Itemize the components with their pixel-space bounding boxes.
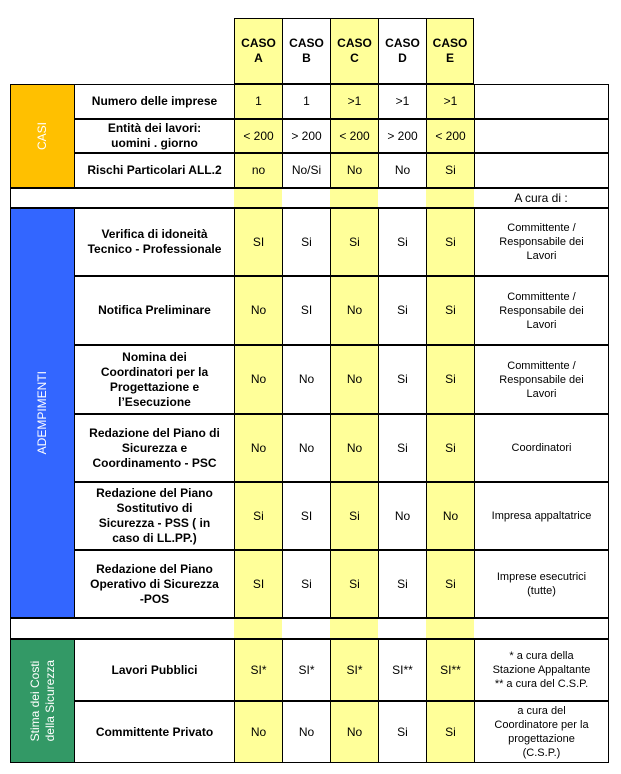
case-value: SI bbox=[300, 508, 313, 523]
case-a-value bbox=[234, 208, 282, 276]
case-e-value bbox=[426, 153, 474, 188]
responsible-text: Committente / Responsabile dei Lavori bbox=[499, 222, 584, 262]
section-casi-label: CASI bbox=[35, 121, 49, 150]
case-a-value bbox=[234, 414, 282, 482]
case-c-value bbox=[330, 276, 378, 345]
case-e-value bbox=[426, 84, 474, 119]
case-value: No bbox=[250, 440, 267, 455]
responsible-header-label: A cura di : bbox=[514, 190, 568, 205]
case-a-value bbox=[234, 119, 282, 153]
case-value: No/Si bbox=[291, 163, 322, 177]
responsible-cell bbox=[474, 701, 609, 763]
case-value: SI* bbox=[346, 662, 363, 677]
section-adempimenti-label: ADEMPIMENTI bbox=[35, 371, 49, 455]
case-value: Si bbox=[301, 576, 312, 591]
responsible-cell bbox=[474, 482, 609, 550]
row-label-0 bbox=[74, 84, 234, 119]
case-value: No bbox=[346, 724, 363, 739]
responsible-text: Committente / Responsabile dei Lavori bbox=[499, 290, 584, 331]
row-label-3 bbox=[74, 208, 234, 276]
case-e-value bbox=[426, 701, 474, 763]
row-label-text: Numero delle imprese bbox=[91, 94, 218, 108]
responsible-cell bbox=[474, 345, 609, 414]
case-e-value bbox=[426, 345, 474, 414]
case-value: Si bbox=[445, 303, 456, 317]
responsible-text: * a cura della Stazione Appaltante ** a cura del C.S.P. bbox=[492, 650, 591, 690]
section-casi-label-wrap bbox=[11, 85, 74, 187]
case-c-value bbox=[330, 119, 378, 153]
case-value: No bbox=[250, 372, 267, 386]
case-value: No bbox=[298, 440, 315, 455]
case-value: Si bbox=[445, 372, 456, 386]
case-a-value bbox=[234, 550, 282, 618]
responsible-cell bbox=[474, 208, 609, 276]
responsible-cell bbox=[474, 119, 609, 153]
case-value: No bbox=[394, 508, 411, 523]
responsible-text: Committente / Responsabile dei Lavori bbox=[499, 359, 584, 400]
case-value: Si bbox=[445, 576, 456, 591]
case-value: SI* bbox=[298, 662, 315, 677]
case-value: No bbox=[346, 303, 363, 317]
case-value: Si bbox=[349, 234, 360, 249]
row-label-text: Redazione del Piano Sostitutivo di Sicurezza - PSS ( in caso di LL.PP.) bbox=[96, 486, 213, 545]
row-label-text: Committente Privato bbox=[95, 724, 214, 739]
case-value: Si bbox=[397, 724, 408, 739]
case-value: >1 bbox=[347, 94, 362, 108]
case-b-value bbox=[282, 701, 330, 763]
case-b-value bbox=[282, 153, 330, 188]
case-b-value bbox=[282, 550, 330, 618]
separator-row-case-0-2 bbox=[330, 188, 378, 208]
separator-row-case-1-0 bbox=[234, 618, 282, 639]
case-header-d bbox=[378, 18, 426, 84]
case-b-value bbox=[282, 276, 330, 345]
case-value: Si bbox=[253, 508, 264, 523]
row-label-text: Rischi Particolari ALL.2 bbox=[87, 163, 222, 177]
case-d-value bbox=[378, 276, 426, 345]
case-value: Si bbox=[397, 372, 408, 386]
case-e-value bbox=[426, 550, 474, 618]
separator-row-case-1-3 bbox=[378, 618, 426, 639]
responsible-cell bbox=[474, 639, 609, 701]
case-value: Si bbox=[445, 724, 456, 739]
case-d-value bbox=[378, 414, 426, 482]
case-value: No bbox=[298, 372, 315, 386]
section-adempimenti-label-wrap bbox=[11, 209, 74, 617]
responsible-text: Imprese esecutrici (tutte) bbox=[496, 571, 587, 597]
section-adempimenti bbox=[10, 208, 74, 618]
responsible-cell bbox=[474, 276, 609, 345]
case-value: No bbox=[250, 724, 267, 739]
case-e-value bbox=[426, 482, 474, 550]
case-header-b bbox=[282, 18, 330, 84]
case-a-value bbox=[234, 639, 282, 701]
case-header-label: CASO E bbox=[432, 36, 468, 65]
row-label-text: Nomina dei Coordinatori per la Progettazione e l’Esecuzione bbox=[100, 349, 209, 409]
row-label-9 bbox=[74, 639, 234, 701]
case-e-value bbox=[426, 208, 474, 276]
case-d-value bbox=[378, 153, 426, 188]
case-header-label: CASO A bbox=[241, 36, 276, 65]
case-value: SI bbox=[252, 234, 265, 249]
case-d-value bbox=[378, 482, 426, 550]
row-label-7 bbox=[74, 482, 234, 550]
case-value: > 200 bbox=[387, 128, 418, 143]
row-label-text: Redazione del Piano Operativo di Sicurezza -POS bbox=[90, 561, 219, 606]
case-value: SI** bbox=[392, 662, 413, 677]
case-value: >1 bbox=[395, 94, 410, 108]
case-b-value bbox=[282, 414, 330, 482]
case-c-value bbox=[330, 701, 378, 763]
case-e-value bbox=[426, 639, 474, 701]
responsible-cell bbox=[474, 84, 609, 119]
responsible-cell bbox=[474, 414, 609, 482]
section-stima-label: Stima dei Costi della Sicurezza bbox=[27, 660, 57, 742]
responsible-text: a cura del Coordinatore per la progettazione (C.S.P.) bbox=[494, 705, 589, 759]
case-value: Si bbox=[397, 440, 408, 455]
responsible-text: Coordinatori bbox=[511, 442, 572, 454]
case-header-label: CASO D bbox=[385, 36, 420, 65]
case-b-value bbox=[282, 84, 330, 119]
case-value: No bbox=[394, 163, 411, 177]
case-value: SI** bbox=[440, 662, 461, 677]
case-d-value bbox=[378, 550, 426, 618]
case-value: 1 bbox=[255, 94, 262, 108]
section-stima bbox=[10, 639, 74, 763]
separator-row-case-0-4 bbox=[426, 188, 474, 208]
case-value: > 200 bbox=[291, 128, 322, 143]
case-b-value bbox=[282, 482, 330, 550]
case-value: SI bbox=[300, 303, 313, 317]
case-value: Si bbox=[397, 303, 408, 317]
case-value: < 200 bbox=[339, 128, 370, 143]
case-d-value bbox=[378, 119, 426, 153]
case-value: No bbox=[346, 163, 363, 177]
row-label-10 bbox=[74, 701, 234, 763]
row-label-1 bbox=[74, 119, 234, 153]
responsible-cell bbox=[474, 153, 609, 188]
case-a-value bbox=[234, 345, 282, 414]
case-e-value bbox=[426, 276, 474, 345]
case-value: < 200 bbox=[435, 128, 466, 143]
case-value: Si bbox=[445, 234, 456, 249]
separator-row-left-1 bbox=[10, 618, 234, 639]
case-value: >1 bbox=[443, 94, 458, 108]
row-label-5 bbox=[74, 345, 234, 414]
case-d-value bbox=[378, 345, 426, 414]
case-c-value bbox=[330, 153, 378, 188]
row-label-text: Redazione del Piano di Sicurezza e Coordinamento - PSC bbox=[89, 425, 220, 470]
row-label-text: Notifica Preliminare bbox=[98, 303, 211, 317]
case-value: Si bbox=[397, 234, 408, 249]
row-label-8 bbox=[74, 550, 234, 618]
case-a-value bbox=[234, 701, 282, 763]
case-b-value bbox=[282, 208, 330, 276]
case-c-value bbox=[330, 639, 378, 701]
case-d-value bbox=[378, 208, 426, 276]
case-value: Si bbox=[349, 508, 360, 523]
case-value: < 200 bbox=[243, 128, 274, 143]
responsible-cell bbox=[474, 550, 609, 618]
case-a-value bbox=[234, 482, 282, 550]
row-label-text: Verifica di idoneità Tecnico - Professionale bbox=[87, 227, 222, 256]
case-a-value bbox=[234, 84, 282, 119]
separator-row-case-0-0 bbox=[234, 188, 282, 208]
row-label-4 bbox=[74, 276, 234, 345]
case-value: Si bbox=[445, 163, 456, 177]
case-c-value bbox=[330, 482, 378, 550]
case-value: SI bbox=[252, 576, 265, 591]
case-value: Si bbox=[445, 440, 456, 455]
case-header-label: CASO B bbox=[289, 36, 324, 65]
case-value: Si bbox=[301, 234, 312, 249]
case-b-value bbox=[282, 639, 330, 701]
case-value: No bbox=[346, 440, 363, 455]
case-b-value bbox=[282, 119, 330, 153]
row-label-2 bbox=[74, 153, 234, 188]
case-e-value bbox=[426, 119, 474, 153]
case-c-value bbox=[330, 208, 378, 276]
separator-row-left-0 bbox=[10, 188, 234, 208]
case-d-value bbox=[378, 701, 426, 763]
case-value: SI* bbox=[250, 662, 267, 677]
case-value: No bbox=[250, 303, 267, 317]
separator-row-case-0-3 bbox=[378, 188, 426, 208]
case-a-value bbox=[234, 153, 282, 188]
case-value: No bbox=[298, 724, 315, 739]
case-value: No bbox=[442, 508, 459, 523]
case-c-value bbox=[330, 84, 378, 119]
separator-row-case-0-1 bbox=[282, 188, 330, 208]
row-label-6 bbox=[74, 414, 234, 482]
case-value: 1 bbox=[303, 94, 310, 108]
responsible-header bbox=[474, 188, 609, 208]
case-value: No bbox=[346, 372, 363, 386]
case-c-value bbox=[330, 414, 378, 482]
case-b-value bbox=[282, 345, 330, 414]
separator-row-case-1-1 bbox=[282, 618, 330, 639]
separator-row-right-1 bbox=[474, 618, 609, 639]
separator-row-case-1-4 bbox=[426, 618, 474, 639]
case-c-value bbox=[330, 345, 378, 414]
section-casi bbox=[10, 84, 74, 188]
case-value: Si bbox=[349, 576, 360, 591]
case-header-label: CASO C bbox=[337, 36, 372, 65]
row-label-text: Lavori Pubblici bbox=[111, 662, 198, 677]
case-a-value bbox=[234, 276, 282, 345]
row-label-text: Entità dei lavori: uomini . giorno bbox=[107, 121, 202, 150]
responsible-text: Impresa appaltatrice bbox=[491, 510, 592, 522]
case-d-value bbox=[378, 84, 426, 119]
case-c-value bbox=[330, 550, 378, 618]
case-header-c bbox=[330, 18, 378, 84]
separator-row-case-1-2 bbox=[330, 618, 378, 639]
case-header-e bbox=[426, 18, 474, 84]
section-stima-label-wrap bbox=[11, 640, 74, 762]
case-value: Si bbox=[397, 576, 408, 591]
case-d-value bbox=[378, 639, 426, 701]
case-value: no bbox=[251, 163, 266, 177]
case-e-value bbox=[426, 414, 474, 482]
case-header-a bbox=[234, 18, 282, 84]
